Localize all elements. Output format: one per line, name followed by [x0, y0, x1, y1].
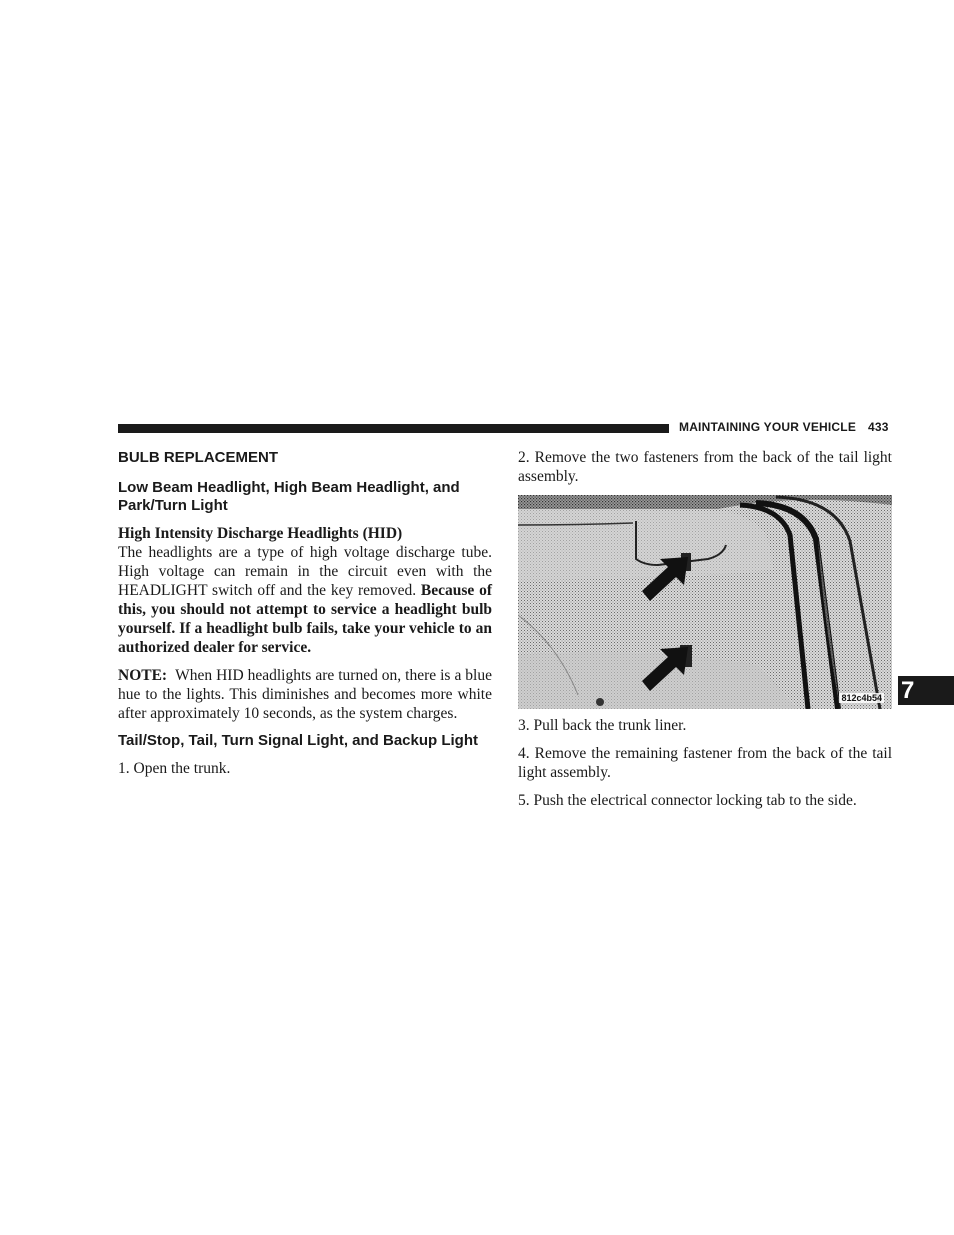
running-header	[679, 420, 889, 434]
section-heading: BULB REPLACEMENT	[118, 449, 278, 466]
subheading-headlights: Low Beam Headlight, High Beam Headlight, and Park/Turn Light	[118, 479, 460, 514]
page-number: 433	[868, 420, 889, 434]
chapter-tab: 7	[898, 676, 954, 705]
trunk-illustration	[518, 495, 892, 709]
note-label: NOTE:	[118, 667, 168, 684]
note-paragraph	[118, 666, 492, 723]
left-column	[118, 448, 492, 787]
step-3: 3. Pull back the trunk liner.	[518, 717, 687, 734]
hid-heading: High Intensity Discharge Headlights (HID)	[118, 525, 403, 542]
step-5: 5. Push the electrical connector locking tab to the side.	[518, 792, 857, 809]
step-1: 1. Open the trunk.	[118, 760, 231, 777]
step-2: 2. Remove the two fasteners from the back of the tail light assembly.	[518, 449, 892, 485]
section-title: MAINTAINING YOUR VEHICLE	[679, 420, 857, 434]
figure-code: 812c4b54	[841, 693, 882, 703]
header-rule	[118, 424, 669, 433]
note-text: When HID headlights are turned on, there is a blue hue to the lights. This diminishes and becomes more white after approximately 10 seconds, as the system charges.	[118, 667, 492, 722]
trunk-drawing	[518, 495, 892, 709]
subheading-tail-lights: Tail/Stop, Tail, Turn Signal Light, and Backup Light	[118, 732, 478, 749]
hid-paragraph	[118, 543, 492, 657]
right-column	[518, 448, 892, 819]
hid-warning: Because of this, you should not attempt to service a headlight bulb yourself. If a headlight bulb fails, take your vehicle to an authorized dealer for service.	[118, 582, 493, 656]
step-4: 4. Remove the remaining fastener from the back of the tail light assembly.	[518, 745, 892, 781]
hid-text: The headlights are a type of high voltage discharge tube. High voltage can remain in the circuit even with the HEADLIGHT switch off and the key removed.	[118, 544, 492, 599]
